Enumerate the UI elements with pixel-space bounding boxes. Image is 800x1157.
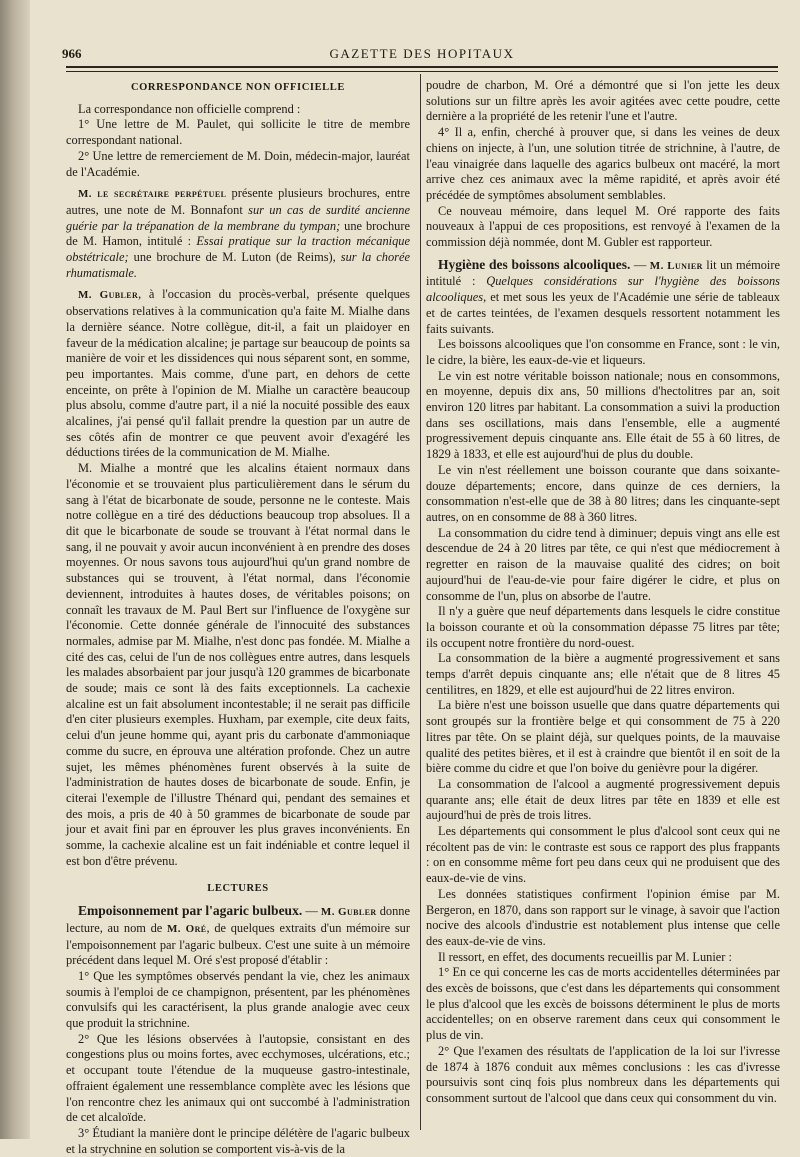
paragraph: 2° Que les lésions observées à l'autopsie, consistant en des congestions plus ou moins fortes, avec ecchymoses, ulcérations, etc.; et occupant toute l'étendue de la muqueuse gastro-intestinale, offraient également une ressemblance complète avec les lésions que l'on rencontre chez les animaux qui ont succombé à l'administration de cet alcaloïde.	[66, 1031, 410, 1125]
section-heading-correspondance: CORRESPONDANCE NON OFFICIELLE	[130, 82, 345, 93]
paragraph: Ce nouveau mémoire, dans lequel M. Oré rapporte des faits nouveaux à l'appui de ces propositions, est renvoyé à l'examen de la commission déjà nommée, dont M. Gubler est rapporteur.	[426, 203, 780, 250]
article-heading: Empoisonnement par l'agaric bulbeux.	[78, 903, 303, 919]
paragraph: Il ressort, en effet, des documents recueillis par M. Lunier :	[438, 949, 732, 964]
paragraph: 4° Il a, enfin, cherché à prouver que, si dans les veines de deux chiens on injecte, à l'un, une solution titrée de strichnine, à l'autre, de l'eau vinaigrée dans laquelle des agarics bulbeux ont macéré, la mort arrive chez ces animaux avec la même rapidité, et après avoir été précédée de symptômes absolument semblables.	[426, 125, 780, 202]
paragraph: 1° Une lettre de M. Paulet, qui sollicite le titre de membre correspondant national.	[66, 117, 410, 148]
speaker-name: M. Oré	[166, 922, 207, 935]
left-column	[66, 78, 410, 1157]
paragraph: Les boissons alcooliques que l'on consomme en France, sont : le vin, le cidre, la bière, les eaux-de-vie et liqueurs.	[426, 337, 780, 367]
paragraph: La correspondance non officielle comprend :	[78, 101, 301, 116]
speaker-name: M. Gubler	[320, 906, 377, 919]
header-rule-thick	[66, 66, 778, 68]
paragraph: 3° Étudiant la manière dont le principe délétère de l'agaric bulbeux et la strychnine en solution se comportent vis-à-vis de la	[66, 1126, 410, 1156]
page-header	[62, 42, 782, 68]
paragraph: Hygiène des boissons alcooliques. — M. Lunier lit un mémoire intitulé : Quelques considérations sur l'hygiène des boissons alcooliques, et met sous les yeux de l'Académie une série de tableaux et de cartes teintées, de l'examen desquels ressortent notamment les faits suivants.	[426, 256, 780, 336]
speaker-name: M. Lunier	[649, 259, 703, 272]
paragraph: M. le secrétaire perpétuel présente plusieurs brochures, entre autres, une note de M. Bonnafont sur un cas de surdité ancienne guérie par la trépanation de la membrane du tympan; une brochure de M. Hamon, intitulé : Essai pratique sur la traction mécanique obstétricale; une brochure de M. Luton (de Reims), sur la chorée rhumatismale.	[66, 186, 410, 280]
paragraph: 1° En ce qui concerne les cas de morts accidentelles déterminées par des excès de boissons, que c'est dans les départements qui consomment le plus d'alcool que les excès de boissons déterminent le plus de morts accidentelles; on en observe rarement dans ceux qui consomment le plus de vin.	[426, 965, 780, 1043]
paragraph: Il n'y a guère que neuf départements dans lesquels le cidre constitue la boisson courante et où la consommation dépasse 75 litres par tête; ils occupent notre frontière du nord-ouest.	[426, 604, 780, 650]
paragraph: La consommation du cidre tend à diminuer; depuis vingt ans elle est descendue de 24 à 20 litres par tête, ce qui n'est que médiocrement à regretter en raison de la mauvaise qualité des cidres; on boit aujourd'hui de l'eau-de-vie pour faire digérer le cidre, et plus on consomme de l'un, plus on absorbe de l'autre.	[426, 525, 780, 603]
paragraph: La consommation de la bière a augmenté progressivement et sans temps d'arrêt depuis cinquante ans; elle n'était que de 8 litres 45 centilitres, en 1829, et elle est aujourd'hui de 22 litres environ.	[426, 651, 780, 697]
paragraph: 2° Une lettre de remerciement de M. Doin, médecin-major, lauréat de l'Académie.	[66, 148, 410, 179]
paragraph: M. Gubler, à l'occasion du procès-verbal, présente quelques observations relatives à la communication qu'a faite M. Mialhe dans la dernière séance. Notre collègue, dit-il, a fait un plaidoyer en faveur de la médication alcaline; je partage sur beaucoup de points sa manière de voir et les dissidences qui nous séparent sont, en somme, peu importantes. Mais comme, d'une part, en dehors de cette enceinte, on prête à l'opinion de M. Mialhe un caractère beaucoup plus absolu, comme d'autre part, il a nié la nocuité possible des eaux alcalines, j'ai pensé qu'il fallait prendre la question par un autre de ses côtés afin de montrer ce que peuvent avoir d'exagéré les déductions tirées de la communication de M. Mialhe.	[66, 287, 410, 460]
running-title: GAZETTE DES HOPITAUX	[329, 46, 515, 61]
section-heading-lectures: LECTURES	[207, 883, 269, 895]
paragraph: Les départements qui consomment le plus d'alcool sont ceux qui ne récoltent pas de vin: le contraste est sous ce rapport des plus frappants : on en consomme même fort peu dans ceux qui ne produisent que des eaux-de-vie de vins.	[426, 824, 780, 886]
paragraph: poudre de charbon, M. Oré a démontré que si l'on jette les deux solutions sur un filtre après les avoir agitées avec cette poudre, cette dernière a la propriété de les retenir l'une et l'autre.	[426, 78, 780, 124]
paragraph: La bière n'est une boisson usuelle que dans quatre départements qui sont groupés sur la frontière belge et qui consomment de 75 à 220 litres par tête. On se plaint déjà, sur quelques points, de la mauvaise qualité des petites bières, et il est à craindre que bientôt il en soit de la bière comme du cidre et que l'on boive du genièvre pour la digérer.	[426, 698, 780, 776]
right-column	[426, 78, 780, 1107]
paragraph: Le vin n'est réellement une boisson courante que dans soixante-douze départements; encore, dans quinze de ces derniers, la consommation n'est-elle que de 38 à 80 litres; dans les cinquante-sept autres, on en consomme de 88 à 360 litres.	[426, 462, 780, 524]
page-number: 966	[62, 46, 82, 61]
paragraph: M. Mialhe a montré que les alcalins étaient normaux dans l'économie et se trouvaient plus particulièrement dans le sérum du sang à l'état de bicarbonate de soude, personne ne le conteste. Mais notre collègue en a tiré des déductions beaucoup trop absolues. Il a dit que le bicarbonate de soude se trouvant à l'état normal dans le sang, il ne pouvait y avoir aucun inconvénient à en prendre des doses moyennes. Or nous savons tous aujourd'hui qu'un grand nombre de substances qui se trouvent, à l'état normal, dans l'économie deviennent, introduites à hautes doses, de véritables poisons; on connaît les travaux de M. Paul Bert sur l'influence de l'oxygène sur l'économie. Cette donnée générale de l'innocuité des substances normales, admise par M. Mialhe, n'est donc pas fondée. M. Mialhe a cité des cas, celui de l'un de nos collègues entre autres, dans lesquels les malades absorbaient par jour jusqu'à 120 grammes de bicarbonate de soude; mais ce sont là des faits exceptionnels. La cachexie alcaline est un fait absolument incontestable; il ne serait pas difficile d'en citer plusieurs exemples. Huxham, par exemple, cite deux faits, celui d'un jeune homme qui, ayant pris du carbonate d'ammoniaque comme du sucre, en éprouva une altération profonde. Chez un autre sujet, les mêmes phénomènes furent observés à la suite de l'administration de hautes doses de bicarbonate de soude. Enfin, je citerai l'exemple de l'illustre Thénard qui, pendant des semaines et des mois, a pris de 40 à 50 grammes de bicarbonate de soude par jour et avait fini par en éprouver les plus graves inconvénients. En somme, la cachexie alcaline est un fait indéniable et contre lequel il est bon d'être prévenu.	[66, 461, 410, 868]
speaker-name: M. Gubler	[78, 289, 139, 302]
paragraph: Les données statistiques confirment l'opinion émise par M. Bergeron, en 1870, dans son rapport sur le vinage, à savoir que l'action nocive des alcools d'industrie est notablement plus intense que celle des eaux-de-vie de vins.	[426, 886, 780, 948]
paragraph: 2° Que l'examen des résultats de l'application de la loi sur l'ivresse de 1874 à 1876 conduit aux mêmes conclusions : les cas d'ivresse poursuivis sont cinq fois plus nombreux dans les départements qui consomment surtout de l'alcool que dans ceux qui consomment du vin.	[426, 1043, 780, 1105]
column-divider	[420, 74, 421, 1130]
article-heading: Hygiène des boissons alcooliques.	[438, 256, 631, 272]
binding-gutter	[0, 0, 30, 1139]
paragraph: La consommation de l'alcool a augmenté progressivement depuis quarante ans; elle était de deux litres par tête en 1839 et elle est aujourd'hui de près de trois litres.	[426, 776, 780, 823]
speaker-name: M. le secrétaire perpétuel	[78, 188, 227, 201]
header-rule-thin	[66, 71, 778, 72]
paragraph: Empoisonnement par l'agaric bulbeux. — M. Gubler donne lecture, au nom de M. Oré, de quelques extraits d'un mémoire sur l'empoisonnement par l'agaric bulbeux. C'est une suite à un mémoire précédent dans lequel M. Oré s'est proposé d'établir :	[66, 903, 410, 968]
paragraph: 1° Que les symptômes observés pendant la vie, chez les animaux soumis à l'emploi de ce champignon, présentent, par les phénomènes convulsifs qui les caractérisent, la plus grande analogie avec ceux que produit la strichnine.	[66, 968, 410, 1031]
paragraph: Le vin est notre véritable boisson nationale; nous en consommons, en moyenne, depuis dix ans, 50 millions d'hectolitres par an, soit environ 120 litres par habitant. La consommation a suivi la production dans ses oscillations, mais dans l'ensemble, elle a augmenté progressivement depuis cinquante ans. Elle était de 55 à 60 litres, de 1829 à 1833, et elle est aujourd'hui de plus du double.	[426, 368, 780, 462]
